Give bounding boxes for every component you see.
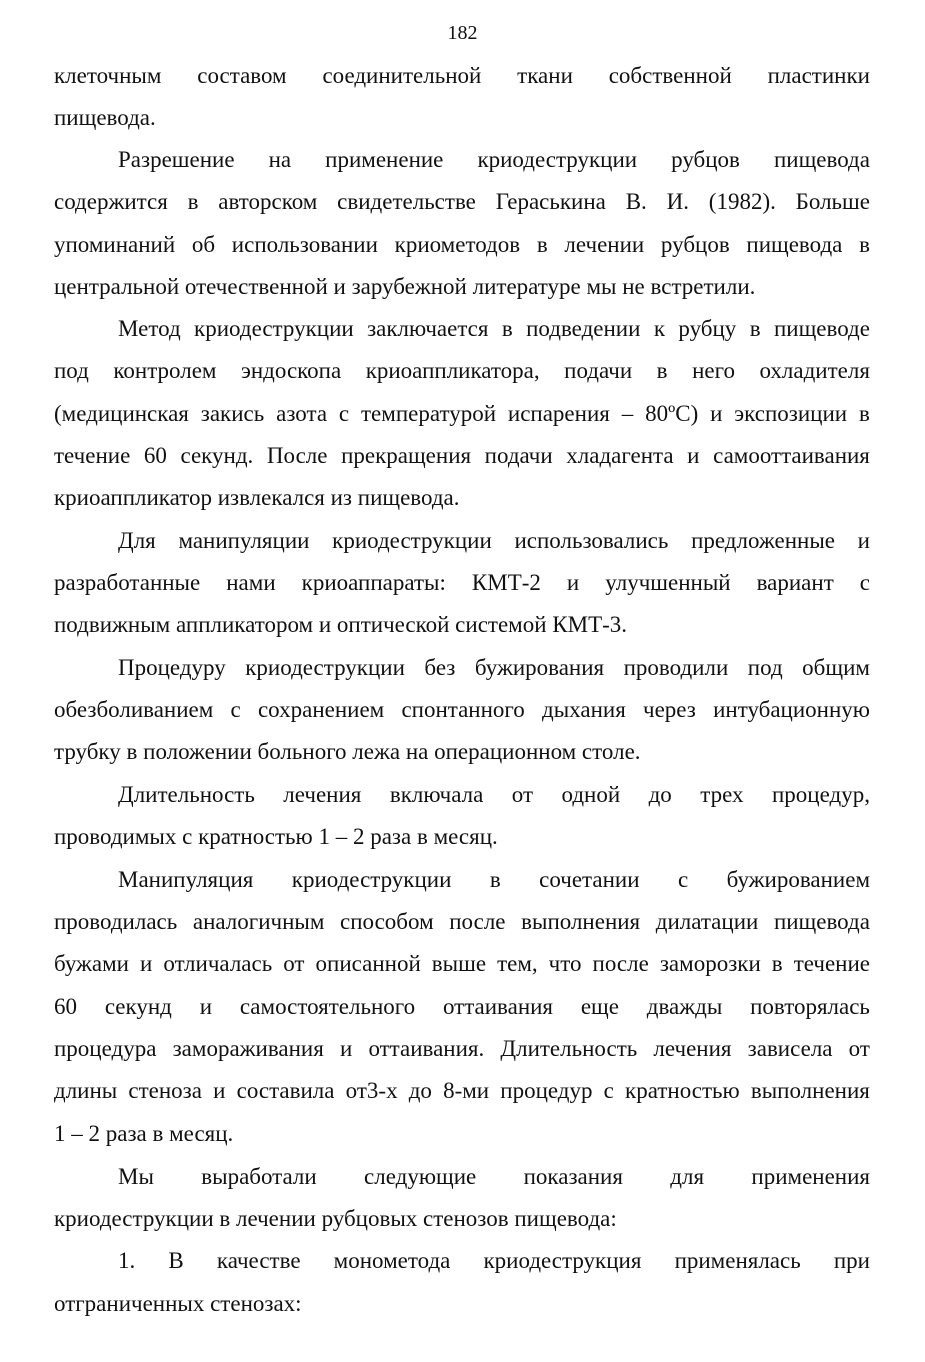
text-line: обезболиванием с сохранением спонтанного дыхания через интубационную	[54, 697, 870, 722]
text-line: упоминаний об использовании криометодов в лечении рубцов пищевода в	[54, 232, 870, 257]
text-line: Мы выработали следующие показания для применения	[118, 1164, 870, 1189]
text-line: Для манипуляции криодеструкции использовались предложенные и	[118, 528, 870, 553]
text-line: Процедуру криодеструкции без бужирования проводили под общим	[118, 655, 870, 680]
text-line: длины стеноза и составила от3-х до 8-ми процедур с кратностью выполнения	[54, 1078, 870, 1103]
text-line: криодеструкции в лечении рубцовых стенозов пищевода:	[54, 1206, 617, 1231]
text-line: разработанные нами криоаппараты: КМТ-2 и улучшенный вариант с	[54, 570, 870, 595]
text-line: проводимых с кратностью 1 – 2 раза в месяц.	[54, 824, 498, 849]
text-line: Длительность лечения включала от одной до трех процедур,	[118, 782, 870, 807]
text-line: Манипуляция криодеструкции в сочетании с бужированием	[118, 867, 870, 892]
list-item: 1. В качестве монометода криодеструкция применялась при	[118, 1248, 870, 1273]
text-line: 60 секунд и самостоятельного оттаивания еще дважды повторялась	[54, 994, 870, 1019]
text-line: 1 – 2 раза в месяц.	[54, 1121, 234, 1146]
text-line: под контролем эндоскопа криоаппликатора, подачи в него охладителя	[54, 358, 870, 383]
text-line: течение 60 секунд. После прекращения подачи хладагента и самооттаивания	[54, 443, 870, 468]
text-line: процедура замораживания и оттаивания. Длительность лечения зависела от	[54, 1036, 870, 1061]
text-line: бужами и отличалась от описанной выше тем, что после заморозки в течение	[54, 951, 870, 976]
text-line: отграниченных стенозах:	[54, 1291, 302, 1316]
page-number: 182	[447, 22, 478, 44]
text-line: (медицинская закись азота с температурой испарения – 80ºС) и экспозиции в	[54, 401, 870, 426]
text-line: криоаппликатор извлекался из пищевода.	[54, 485, 460, 510]
text-line: трубку в положении больного лежа на операционном столе.	[54, 739, 641, 764]
text-line: клеточным составом соединительной ткани собственной пластинки	[54, 63, 870, 88]
text-line: Разрешение на применение криодеструкции рубцов пищевода	[118, 147, 870, 172]
text-line: подвижным аппликатором и оптической системой КМТ-3.	[54, 612, 628, 637]
text-line: Метод криодеструкции заключается в подведении к рубцу в пищеводе	[118, 316, 870, 341]
text-line: центральной отечественной и зарубежной литературе мы не встретили.	[54, 274, 756, 299]
text-line: пищевода.	[54, 105, 156, 130]
text-line: содержится в авторском свидетельстве Гераськина В. И. (1982). Больше	[54, 189, 870, 214]
text-line: проводилась аналогичным способом после выполнения дилатации пищевода	[54, 909, 870, 934]
